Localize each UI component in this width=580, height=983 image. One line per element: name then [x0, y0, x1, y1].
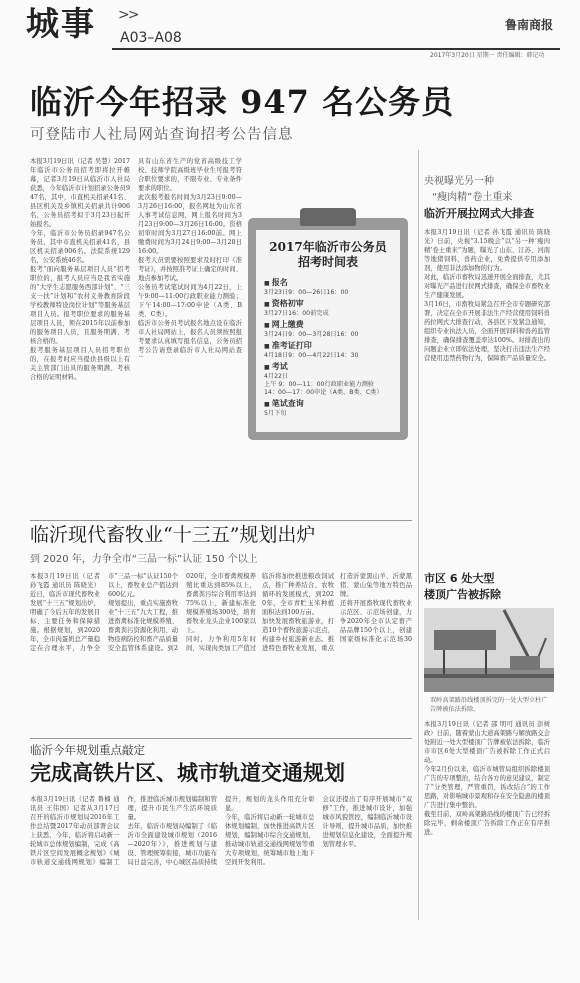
section-arrows: >> [118, 7, 138, 23]
bullet-icon: ■ [264, 401, 272, 408]
sidebar1-kicker: 央视曝光另一种 [424, 176, 494, 187]
bullet-icon: ■ [264, 322, 272, 329]
clipboard-clip [300, 208, 356, 226]
story3-kicker: 临沂今年规划重点敲定 [30, 743, 145, 757]
story2-top-rule [30, 520, 412, 521]
schedule-time: 3月24日9：00—3月28日16：00 [264, 331, 359, 338]
story1-column-1: 本报3月19日讯（记者 吴慧）2017年临沂市公务员招考即将拉开帷幕，记者3月19日从临沂市人社局获悉，今年临沂市计划招录公务员947名，其中，市直机关招录41名、县区机关及乡镇机关招录共计906名，公务员招考拟于3月23日起开始报名。 今年，临沂市公务员招录947名公务员，其中市直机关招录41名，县区机关招录906名。法院系统129名，公安系统46名。 报考“面向服务基层项目人员”招考职位的，报考人员应当是我省实施的“大学生志愿服务西部计划”、“三支一扶”计划和“农村义务教育阶段学校教师特设岗位计划”等服务基层项目人员。报考职位要求的服务基层项目人员，须在2015年以前参加的服务项目人员，且服务期满、考核合格的。 报考服务基层项目人员招考职位的，在报考时应当提供县级以上有关主管部门出具的服务期满、考核合格的证明材料。 [30, 158, 130, 381]
photo-headline-2: 楼顶广告被拆除 [424, 588, 501, 601]
sidebar1-body: 本报3月19日讯（记者 孙飞霞 通讯员 陈晓光）日前，央视“3.15晚会”以“另一种‘瘦肉精’卷土重来”为题，曝光了山东、江苏、河南等地猪饲料、兽药企业，免费提供专用添加剂，使用非法添加物的行为。 对此，临沂市畜牧局迅速开展全面排查，尤其对曝光产品进行拉网式排查，确保全市畜牧业生产健康发展。 3月16日，市畜牧局紧急召开全市专题研究部署，决定在全市开展非法生产经营使用饲料兽药拉网式大排查行动，各县区下发紧急通知，组织专业执法人员，全面开展饲料和兽药监管排查，确保排查覆盖率达100%。对排查出的问题企业立即依法处理，坚决打击违法生产经营使用违禁药物行为，保障畜产品质量安全。 [424, 229, 550, 362]
schedule-item [264, 399, 398, 418]
story3-headline: 完成高铁片区、城市轨道交通规划 [30, 760, 345, 785]
story2-subhead: 到 2020 年，力争全市“三品一标”认证 150 个以上 [30, 554, 258, 565]
poster-title: 2017年临沂市公务员 招考时间表 [269, 240, 387, 269]
section-title: 城事 [26, 4, 96, 43]
bullet-icon: ■ [264, 301, 272, 308]
schedule-label: 资格初审 [271, 299, 304, 308]
schedule-label: 准考证打印 [271, 341, 312, 350]
story2-headline: 临沂现代畜牧业“十三五”规划出炉 [30, 524, 316, 546]
schedule-item [264, 362, 398, 397]
schedule-label: 报名 [271, 278, 288, 287]
schedule-label: 网上缴费 [271, 320, 304, 329]
news-photo [424, 608, 554, 692]
bullet-icon: ■ [264, 364, 272, 371]
schedule-label: 考试 [271, 362, 288, 371]
sidebar1-kicker2: “瘦肉精”卷土重来 [432, 192, 513, 203]
photo-caption: 双岭高架路沿线楼顶拆完的一处大型立柱广告牌被依法拆除。 [430, 697, 548, 713]
story3-top-rule [30, 738, 412, 739]
story1-column-2: 具有山东省生产的党省高级技工学校、技师学院高级班毕业生可报考符合职位要求的，不限专业、专业条件要求的职位。 此次报考报名时间为3月23日9:00—3月26日16:00，报名网址为山东省人事考试信息网，网上报名时间为3月23日9:00—3月26日16:00。资格初审时间为3月27日16:00前。网上缴费时间为3月24日9:00—3月28日16:00。 报考人员需要按照要求及时打印《准考证》，并按照准考证上确定的时间、地点参加考试。 公务员考试笔试时间为4月22日，上午9:00—11:00行政职业能力测验；下午14:00—17:00申论（A类、B类、C类）。 临沂市公务员考试报名地点设在临沂市人社局网站上，报名人员须按照报考要求认真填写报名信息，公务员招考公告请登录临沂市人社局网站查 [138, 158, 242, 354]
schedule-list [264, 278, 398, 418]
schedule-item [264, 320, 398, 339]
schedule-item [264, 341, 398, 360]
story2-body-2: 临沂将加快推进粮改饲试点，推广种养结合、农牧循环的发展模式，到2020年，全市青贮玉米种植面积达到100万亩。 加快发展畜牧旅游业，打造10个畜牧旅游示范点，构建乡村旅游新业态。推进特色畜牧业发展，重点打造沂蒙黑山羊、沂蒙黑猪、蒙山兔等地方特色品牌。 还将开展畜牧现代畜牧业示范区、示范场创建，力争2020年全市认定畜产品品牌150个以上，创建国家级标准化示范场30 [262, 573, 412, 652]
photo-headline-1: 市区 6 处大型 [424, 572, 495, 585]
sidebar1-headline: 临沂开展拉网式大排查 [424, 207, 534, 220]
masthead [0, 0, 580, 60]
schedule-item [264, 299, 398, 318]
schedule-time: 4月22日 上午 9：00—11：00行政职业能力测验 14：00—17：00申论（A类、B类、C类） [264, 373, 383, 396]
photo-body: 本报3月19日讯（记者 邵 明可 通讯员 彭树政）日前，随着蒙山大道高架路与解放路交会处附近一处大型楼顶广告牌被依法拆除，临沂市市区6处大型楼顶广告被拆除工作正式启动。 今年2月份以来，临沂市城管局组织拆除楼顶广告的专项整治，结合各方的意见建议，制定了“分类管理，严管重罚，拆改结合”的工作思路，对影响城市景观和存在安全隐患的楼顶广告进行集中整治。 截至目前，双岭高架路沿线的楼顶广告已经拆除完毕，剩余楼顶广告拆除工作正在有序推进。 [424, 721, 550, 836]
billboard-photo-image [424, 608, 554, 692]
schedule-time: 3月27日16：00前完成 [264, 310, 329, 317]
story2-body: 本报3月19日讯（记者 孙飞霞 通讯员 陈晓光）近日，临沂市现代畜牧业发展“十三五”规划出炉，明确了今后五年的发展目标、主要任务和保障措施。根据规划，到2020年，全市肉蛋奶总产量稳定在合理水平，力争全市“三品一标”认证150个以上，畜牧业总产值达到600亿元。 规划提出，重点实施畜牧业“十三五”九大工程，推进畜禽标准化规模养殖、畜禽粪污资源化利用、动物疫病防控和畜产品质量安全监管体系建设。到2020年，全市畜禽规模养殖比重达到85%以上，畜禽粪污综合利用率达到75%以上，新建标准化规模养殖场300处，培育畜牧业龙头企业100家以上。 同时，力争利用5年时间，实现肉类加工产值过 [30, 573, 256, 652]
bullet-icon: ■ [264, 280, 272, 287]
page-range: A03–A08 [120, 30, 182, 46]
story1-subhead: 可登陆市人社局网站查询招考公告信息 [30, 127, 294, 143]
schedule-label: 笔试查询 [271, 399, 304, 408]
schedule-time: 4月18日9：00—4月22日14：30 [264, 352, 359, 359]
sidebar-divider [418, 150, 419, 920]
schedule-time: 5月下旬 [264, 410, 287, 417]
story1-headline: 临沂今年招录 947 名公务员 [30, 83, 455, 121]
paper-name: 鲁南商报 [505, 18, 554, 32]
dateline: 2017年3月20日 星期一 责任编辑：韩记功 [430, 52, 545, 59]
schedule-item [264, 278, 398, 297]
schedule-poster [248, 218, 408, 440]
story3-body: 本报3月19日讯（记者 鲁楠 通讯员 王伟国）记者从3月17日召开的临沂市规划局2016年工作总结暨2017年动员部署会议上获悉，今年，临沂将启动新一轮城市总体规划编制，完成《高铁片区空间发展概念规划》《城市轨道交通线网规划》编制工作，推进临沂城市规划编制和管理，提升市民生产生活环境质量。 去年，临沂市规划局编制了《临沂市全面建设城市规划（2016—2020年）》，推进规划与建设、管理统筹衔接，城市功能布局日益完善，中心城区品质持续提升，规划的龙头作用充分彰显。 今年，临沂将启动新一轮城市总体规划编制，加快推进高铁片区规划，编制城市综合交通规划，推动城市轨道交通线网规划等重大专项规划，统筹城市地上地下空间开发利用。 会议还提出了有序开展城市“双修”工作，推进城市设计，加强城市风貌管控，编制临沂城市设计导则，提升城市品质，加快推进规划信息化建设，全面提升规划管理水平。 [30, 796, 412, 866]
bullet-icon: ■ [264, 343, 272, 350]
schedule-time: 3月23日9：00—26日16：00 [264, 289, 349, 296]
